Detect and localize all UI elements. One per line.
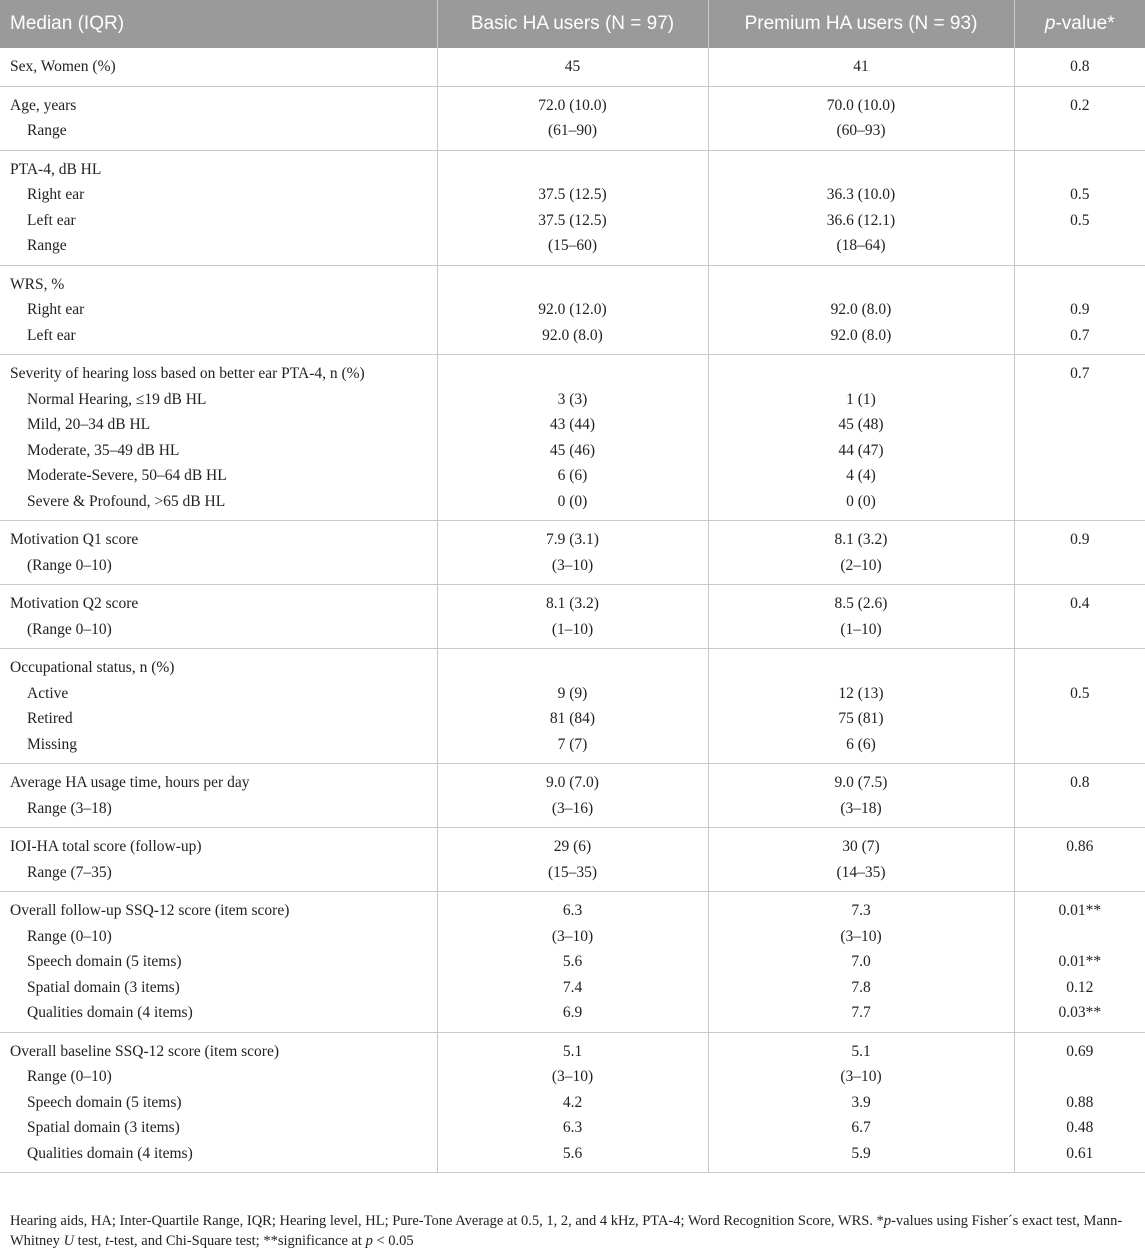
p-value bbox=[1015, 706, 1145, 732]
p-value: 0.8 bbox=[1015, 54, 1145, 80]
p-value: 0.5 bbox=[1015, 182, 1145, 208]
row-label: Spatial domain (3 items) bbox=[0, 1115, 437, 1141]
p-value: 0.86 bbox=[1015, 834, 1145, 860]
premium-value: 7.7 bbox=[709, 1000, 1014, 1026]
basic-value-cell bbox=[437, 48, 708, 86]
header-basic-ha-users: Basic HA users (N = 97) bbox=[437, 0, 708, 48]
row-label: Left ear bbox=[0, 208, 437, 234]
premium-value: (3–18) bbox=[709, 796, 1014, 822]
table-row bbox=[0, 585, 1145, 649]
premium-value: 8.5 (2.6) bbox=[709, 591, 1014, 617]
row-label-cell bbox=[0, 585, 437, 649]
premium-value: 6.7 bbox=[709, 1115, 1014, 1141]
basic-value: 6 (6) bbox=[438, 463, 708, 489]
row-label-cell bbox=[0, 828, 437, 892]
row-label: (Range 0–10) bbox=[0, 617, 437, 643]
basic-value-cell bbox=[437, 265, 708, 355]
table-row bbox=[0, 828, 1145, 892]
row-label: IOI-HA total score (follow-up) bbox=[0, 834, 437, 860]
row-label: Range (3–18) bbox=[0, 796, 437, 822]
premium-value-cell bbox=[708, 649, 1014, 764]
row-label: Retired bbox=[0, 706, 437, 732]
premium-value bbox=[709, 655, 1014, 681]
basic-value-cell bbox=[437, 649, 708, 764]
premium-value: 9.0 (7.5) bbox=[709, 770, 1014, 796]
basic-value: 45 (46) bbox=[438, 438, 708, 464]
table-header-row bbox=[0, 0, 1145, 48]
premium-value bbox=[709, 361, 1014, 387]
p-value bbox=[1015, 796, 1145, 822]
basic-value: 81 (84) bbox=[438, 706, 708, 732]
p-value bbox=[1015, 157, 1145, 183]
header-p-value bbox=[1014, 0, 1145, 48]
table-row bbox=[0, 355, 1145, 521]
row-label: Severity of hearing loss based on better ear PTA-4, n (%) bbox=[0, 361, 437, 387]
premium-value: 8.1 (3.2) bbox=[709, 527, 1014, 553]
row-label: Qualities domain (4 items) bbox=[0, 1141, 437, 1167]
p-value bbox=[1015, 272, 1145, 298]
premium-value: (3–10) bbox=[709, 924, 1014, 950]
basic-value: (3–10) bbox=[438, 1064, 708, 1090]
premium-value-cell bbox=[708, 355, 1014, 521]
basic-value: 4.2 bbox=[438, 1090, 708, 1116]
p-value-cell bbox=[1014, 48, 1145, 86]
table-row bbox=[0, 86, 1145, 150]
basic-value: 92.0 (8.0) bbox=[438, 323, 708, 349]
premium-value-cell bbox=[708, 764, 1014, 828]
row-label: Range (0–10) bbox=[0, 924, 437, 950]
row-label-cell bbox=[0, 649, 437, 764]
row-label: Moderate, 35–49 dB HL bbox=[0, 438, 437, 464]
header-p-rest: -value* bbox=[1055, 13, 1114, 34]
p-value-cell bbox=[1014, 764, 1145, 828]
p-value bbox=[1015, 118, 1145, 144]
footnote-text-4: -test, and Chi-Square test; **significance at bbox=[109, 1233, 366, 1249]
row-label-cell bbox=[0, 265, 437, 355]
premium-value: 6 (6) bbox=[709, 732, 1014, 758]
basic-value: 6.3 bbox=[438, 1115, 708, 1141]
row-label: Speech domain (5 items) bbox=[0, 1090, 437, 1116]
basic-value: 3 (3) bbox=[438, 387, 708, 413]
row-label: Occupational status, n (%) bbox=[0, 655, 437, 681]
table-row bbox=[0, 48, 1145, 86]
premium-value-cell bbox=[708, 521, 1014, 585]
premium-value: 7.3 bbox=[709, 898, 1014, 924]
premium-value: (3–10) bbox=[709, 1064, 1014, 1090]
row-label: Range (0–10) bbox=[0, 1064, 437, 1090]
row-label-cell bbox=[0, 48, 437, 86]
basic-value-cell bbox=[437, 892, 708, 1033]
table-row bbox=[0, 649, 1145, 764]
row-label: Missing bbox=[0, 732, 437, 758]
footnote-u-italic: U bbox=[64, 1233, 74, 1249]
premium-value: 30 (7) bbox=[709, 834, 1014, 860]
premium-value: 36.6 (12.1) bbox=[709, 208, 1014, 234]
basic-value: 43 (44) bbox=[438, 412, 708, 438]
basic-value-cell bbox=[437, 1032, 708, 1173]
premium-value: 75 (81) bbox=[709, 706, 1014, 732]
row-label: Motivation Q1 score bbox=[0, 527, 437, 553]
row-label-cell bbox=[0, 521, 437, 585]
basic-value bbox=[438, 157, 708, 183]
basic-value: 6.3 bbox=[438, 898, 708, 924]
row-label: WRS, % bbox=[0, 272, 437, 298]
premium-value: 1 (1) bbox=[709, 387, 1014, 413]
row-label: Overall baseline SSQ-12 score (item score) bbox=[0, 1039, 437, 1065]
row-label: Range (7–35) bbox=[0, 860, 437, 886]
premium-value: (60–93) bbox=[709, 118, 1014, 144]
basic-value: 8.1 (3.2) bbox=[438, 591, 708, 617]
basic-value: 37.5 (12.5) bbox=[438, 208, 708, 234]
basic-value: 9.0 (7.0) bbox=[438, 770, 708, 796]
p-value bbox=[1015, 412, 1145, 438]
premium-value: 70.0 (10.0) bbox=[709, 93, 1014, 119]
p-value bbox=[1015, 438, 1145, 464]
premium-value bbox=[709, 157, 1014, 183]
p-value bbox=[1015, 463, 1145, 489]
footnote-t-italic: t bbox=[105, 1233, 109, 1249]
basic-value: (3–10) bbox=[438, 924, 708, 950]
p-value: 0.9 bbox=[1015, 527, 1145, 553]
premium-value: 36.3 (10.0) bbox=[709, 182, 1014, 208]
row-label-cell bbox=[0, 86, 437, 150]
basic-value: 5.6 bbox=[438, 1141, 708, 1167]
p-value: 0.5 bbox=[1015, 681, 1145, 707]
basic-value bbox=[438, 361, 708, 387]
p-value: 0.2 bbox=[1015, 93, 1145, 119]
basic-value bbox=[438, 272, 708, 298]
row-label: Qualities domain (4 items) bbox=[0, 1000, 437, 1026]
p-value: 0.7 bbox=[1015, 361, 1145, 387]
row-label: Right ear bbox=[0, 182, 437, 208]
p-value: 0.48 bbox=[1015, 1115, 1145, 1141]
p-value bbox=[1015, 617, 1145, 643]
basic-value: 45 bbox=[438, 54, 708, 80]
basic-value bbox=[438, 655, 708, 681]
p-value bbox=[1015, 1064, 1145, 1090]
row-label-cell bbox=[0, 892, 437, 1033]
p-value: 0.01** bbox=[1015, 898, 1145, 924]
basic-value: 6.9 bbox=[438, 1000, 708, 1026]
premium-value: 7.8 bbox=[709, 975, 1014, 1001]
row-label: Speech domain (5 items) bbox=[0, 949, 437, 975]
row-label-cell bbox=[0, 355, 437, 521]
basic-value: 72.0 (10.0) bbox=[438, 93, 708, 119]
p-value-cell bbox=[1014, 649, 1145, 764]
basic-value: 5.1 bbox=[438, 1039, 708, 1065]
row-label: Age, years bbox=[0, 93, 437, 119]
p-value: 0.4 bbox=[1015, 591, 1145, 617]
premium-value: 12 (13) bbox=[709, 681, 1014, 707]
p-value: 0.03** bbox=[1015, 1000, 1145, 1026]
basic-value: 0 (0) bbox=[438, 489, 708, 515]
premium-value: 5.9 bbox=[709, 1141, 1014, 1167]
row-label: Motivation Q2 score bbox=[0, 591, 437, 617]
premium-value: 5.1 bbox=[709, 1039, 1014, 1065]
basic-value-cell bbox=[437, 355, 708, 521]
p-value-cell bbox=[1014, 585, 1145, 649]
premium-value-cell bbox=[708, 265, 1014, 355]
basic-value: 92.0 (12.0) bbox=[438, 297, 708, 323]
row-label: Sex, Women (%) bbox=[0, 54, 437, 80]
row-label: Spatial domain (3 items) bbox=[0, 975, 437, 1001]
row-label: Mild, 20–34 dB HL bbox=[0, 412, 437, 438]
p-value-cell bbox=[1014, 1032, 1145, 1173]
premium-value: (14–35) bbox=[709, 860, 1014, 886]
row-label: Right ear bbox=[0, 297, 437, 323]
premium-value-cell bbox=[708, 86, 1014, 150]
p-value-cell bbox=[1014, 521, 1145, 585]
basic-value-cell bbox=[437, 585, 708, 649]
footnote-text-3: test, bbox=[74, 1233, 105, 1249]
p-value bbox=[1015, 732, 1145, 758]
footnote-text-2: -values using Fisher´s exact test, Mann-Whitney bbox=[10, 1213, 1122, 1249]
premium-value-cell bbox=[708, 828, 1014, 892]
premium-value: (18–64) bbox=[709, 233, 1014, 259]
basic-value: (1–10) bbox=[438, 617, 708, 643]
basic-value: (3–16) bbox=[438, 796, 708, 822]
premium-value: 92.0 (8.0) bbox=[709, 297, 1014, 323]
basic-value-cell bbox=[437, 86, 708, 150]
premium-value: 3.9 bbox=[709, 1090, 1014, 1116]
p-value: 0.5 bbox=[1015, 208, 1145, 234]
premium-value-cell bbox=[708, 892, 1014, 1033]
p-value-cell bbox=[1014, 828, 1145, 892]
premium-value: 45 (48) bbox=[709, 412, 1014, 438]
header-median-iqr: Median (IQR) bbox=[0, 0, 437, 48]
basic-value: 7 (7) bbox=[438, 732, 708, 758]
basic-value: (15–35) bbox=[438, 860, 708, 886]
p-value-cell bbox=[1014, 265, 1145, 355]
row-label: PTA-4, dB HL bbox=[0, 157, 437, 183]
row-label: Moderate-Severe, 50–64 dB HL bbox=[0, 463, 437, 489]
table-row bbox=[0, 521, 1145, 585]
premium-value: 4 (4) bbox=[709, 463, 1014, 489]
row-label: Average HA usage time, hours per day bbox=[0, 770, 437, 796]
footnote-p-italic: p bbox=[884, 1213, 891, 1229]
table-row bbox=[0, 265, 1145, 355]
basic-value: (3–10) bbox=[438, 553, 708, 579]
basic-value-cell bbox=[437, 521, 708, 585]
table-row bbox=[0, 764, 1145, 828]
basic-value-cell bbox=[437, 764, 708, 828]
premium-value: (1–10) bbox=[709, 617, 1014, 643]
row-label: Left ear bbox=[0, 323, 437, 349]
basic-value: 9 (9) bbox=[438, 681, 708, 707]
p-value bbox=[1015, 553, 1145, 579]
p-value bbox=[1015, 924, 1145, 950]
header-premium-ha-users: Premium HA users (N = 93) bbox=[708, 0, 1014, 48]
basic-value: 29 (6) bbox=[438, 834, 708, 860]
p-value bbox=[1015, 655, 1145, 681]
footnote-p2-italic: p bbox=[366, 1233, 373, 1249]
p-value: 0.88 bbox=[1015, 1090, 1145, 1116]
p-value: 0.69 bbox=[1015, 1039, 1145, 1065]
table-footnote bbox=[10, 1211, 1135, 1251]
premium-value: 41 bbox=[709, 54, 1014, 80]
table-row bbox=[0, 892, 1145, 1033]
footnote-text-5: < 0.05 bbox=[373, 1233, 414, 1249]
row-label: Normal Hearing, ≤19 dB HL bbox=[0, 387, 437, 413]
row-label: (Range 0–10) bbox=[0, 553, 437, 579]
premium-value: 44 (47) bbox=[709, 438, 1014, 464]
p-value bbox=[1015, 489, 1145, 515]
row-label: Active bbox=[0, 681, 437, 707]
row-label-cell bbox=[0, 1032, 437, 1173]
p-value: 0.61 bbox=[1015, 1141, 1145, 1167]
premium-value-cell bbox=[708, 1032, 1014, 1173]
premium-value-cell bbox=[708, 150, 1014, 265]
basic-value: (15–60) bbox=[438, 233, 708, 259]
row-label: Range bbox=[0, 118, 437, 144]
p-value bbox=[1015, 860, 1145, 886]
premium-value-cell bbox=[708, 585, 1014, 649]
p-value bbox=[1015, 233, 1145, 259]
premium-value bbox=[709, 272, 1014, 298]
basic-value: 7.9 (3.1) bbox=[438, 527, 708, 553]
p-value: 0.12 bbox=[1015, 975, 1145, 1001]
row-label: Overall follow-up SSQ-12 score (item score) bbox=[0, 898, 437, 924]
table-row bbox=[0, 150, 1145, 265]
premium-value: (2–10) bbox=[709, 553, 1014, 579]
p-value-cell bbox=[1014, 892, 1145, 1033]
row-label-cell bbox=[0, 764, 437, 828]
basic-value: 37.5 (12.5) bbox=[438, 182, 708, 208]
table-body bbox=[0, 48, 1145, 1173]
p-value: 0.01** bbox=[1015, 949, 1145, 975]
p-value-cell bbox=[1014, 86, 1145, 150]
basic-value-cell bbox=[437, 150, 708, 265]
row-label: Range bbox=[0, 233, 437, 259]
p-value-cell bbox=[1014, 355, 1145, 521]
p-value: 0.7 bbox=[1015, 323, 1145, 349]
premium-value: 0 (0) bbox=[709, 489, 1014, 515]
table-row bbox=[0, 1032, 1145, 1173]
p-value: 0.8 bbox=[1015, 770, 1145, 796]
p-value bbox=[1015, 387, 1145, 413]
basic-value: 7.4 bbox=[438, 975, 708, 1001]
footnote-text-1: Hearing aids, HA; Inter-Quartile Range, IQR; Hearing level, HL; Pure-Tone Average at 0.5, 1, 2, and 4 kHz, PTA-4; Word Recognition Score, WRS. * bbox=[10, 1213, 884, 1229]
row-label-cell bbox=[0, 150, 437, 265]
basic-value: 5.6 bbox=[438, 949, 708, 975]
basic-value-cell bbox=[437, 828, 708, 892]
p-value-cell bbox=[1014, 150, 1145, 265]
p-value: 0.9 bbox=[1015, 297, 1145, 323]
basic-value: (61–90) bbox=[438, 118, 708, 144]
row-label: Severe & Profound, >65 dB HL bbox=[0, 489, 437, 515]
premium-value: 92.0 (8.0) bbox=[709, 323, 1014, 349]
header-p-italic: p bbox=[1045, 13, 1056, 34]
premium-value-cell bbox=[708, 48, 1014, 86]
premium-value: 7.0 bbox=[709, 949, 1014, 975]
